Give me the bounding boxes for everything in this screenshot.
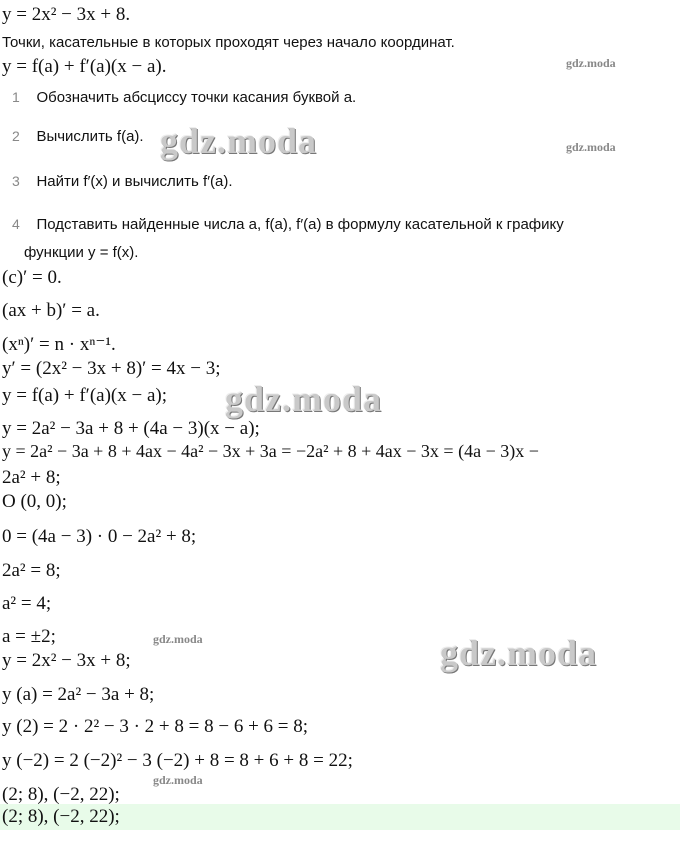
step-4-continued: функции y = f(x). bbox=[24, 244, 139, 261]
step-number: 1 bbox=[12, 89, 20, 105]
watermark-small: gdz.moda bbox=[566, 140, 616, 154]
derivative-line: y′ = (2x² − 3x + 8)′ = 4x − 3; bbox=[2, 358, 221, 379]
watermark-large: gdz.moda bbox=[440, 633, 598, 673]
tangent-formula: y = f(a) + f′(a)(x − a). bbox=[2, 56, 167, 77]
watermark-large: gdz.moda bbox=[225, 379, 383, 419]
step-3 bbox=[12, 173, 233, 191]
equation-2a2: 2a² = 8; bbox=[2, 560, 61, 581]
watermark-large: gdz.moda bbox=[160, 121, 318, 161]
step-4 bbox=[12, 216, 564, 234]
step-text: Обозначить абсциссу точки касания буквой a. bbox=[36, 89, 357, 106]
watermark-small: gdz.moda bbox=[153, 632, 203, 646]
expansion-line-end: 2a² + 8; bbox=[2, 467, 61, 488]
step-number: 2 bbox=[12, 128, 20, 144]
step-text: Найти f′(x) и вычислить f′(a). bbox=[36, 173, 233, 190]
function-at-a: y (a) = 2a² − 3a + 8; bbox=[2, 684, 155, 705]
step-2 bbox=[12, 128, 144, 146]
answer-points-highlighted: (2; 8), (−2, 22); bbox=[2, 806, 120, 827]
step-number: 4 bbox=[12, 216, 20, 232]
equation-given: y = 2x² − 3x + 8. bbox=[2, 4, 131, 25]
solution-a: a = ±2; bbox=[2, 626, 56, 647]
step-text: Подставить найденные числа a, f(a), f′(a) в формулу касательной к графику bbox=[36, 216, 564, 233]
value-at-2: y (2) = 2 · 2² − 3 · 2 + 8 = 8 − 6 + 6 = 8; bbox=[2, 716, 309, 737]
rule-power: (xⁿ)′ = n · xⁿ⁻¹. bbox=[2, 334, 116, 355]
rule-linear: (ax + b)′ = a. bbox=[2, 300, 100, 321]
origin-substitution: 0 = (4a − 3) · 0 − 2a² + 8; bbox=[2, 526, 197, 547]
step-text: Вычислить f(a). bbox=[36, 128, 144, 145]
equation-a2: a² = 4; bbox=[2, 593, 52, 614]
origin-point: O (0, 0); bbox=[2, 491, 67, 512]
tangent-formula-2: y = f(a) + f′(a)(x − a); bbox=[2, 385, 167, 406]
substitution-line: y = 2a² − 3a + 8 + (4a − 3)(x − a); bbox=[2, 418, 260, 439]
answer-points: (2; 8), (−2, 22); bbox=[2, 784, 120, 805]
value-at-minus-2: y (−2) = 2 (−2)² − 3 (−2) + 8 = 8 + 6 + 8 = 22; bbox=[2, 750, 353, 771]
expansion-line: y = 2a² − 3a + 8 + 4ax − 4a² − 3x + 3a = −2a² + 8 + 4ax − 3x = (4a − 3)x − bbox=[2, 441, 539, 461]
function-line: y = 2x² − 3x + 8; bbox=[2, 650, 131, 671]
step-1 bbox=[12, 89, 356, 107]
watermark-small: gdz.moda bbox=[153, 773, 203, 787]
rule-constant: (c)′ = 0. bbox=[2, 267, 62, 288]
task-statement: Точки, касательные в которых проходят через начало координат. bbox=[2, 34, 455, 51]
watermark-small: gdz.moda bbox=[566, 56, 616, 70]
step-number: 3 bbox=[12, 173, 20, 189]
